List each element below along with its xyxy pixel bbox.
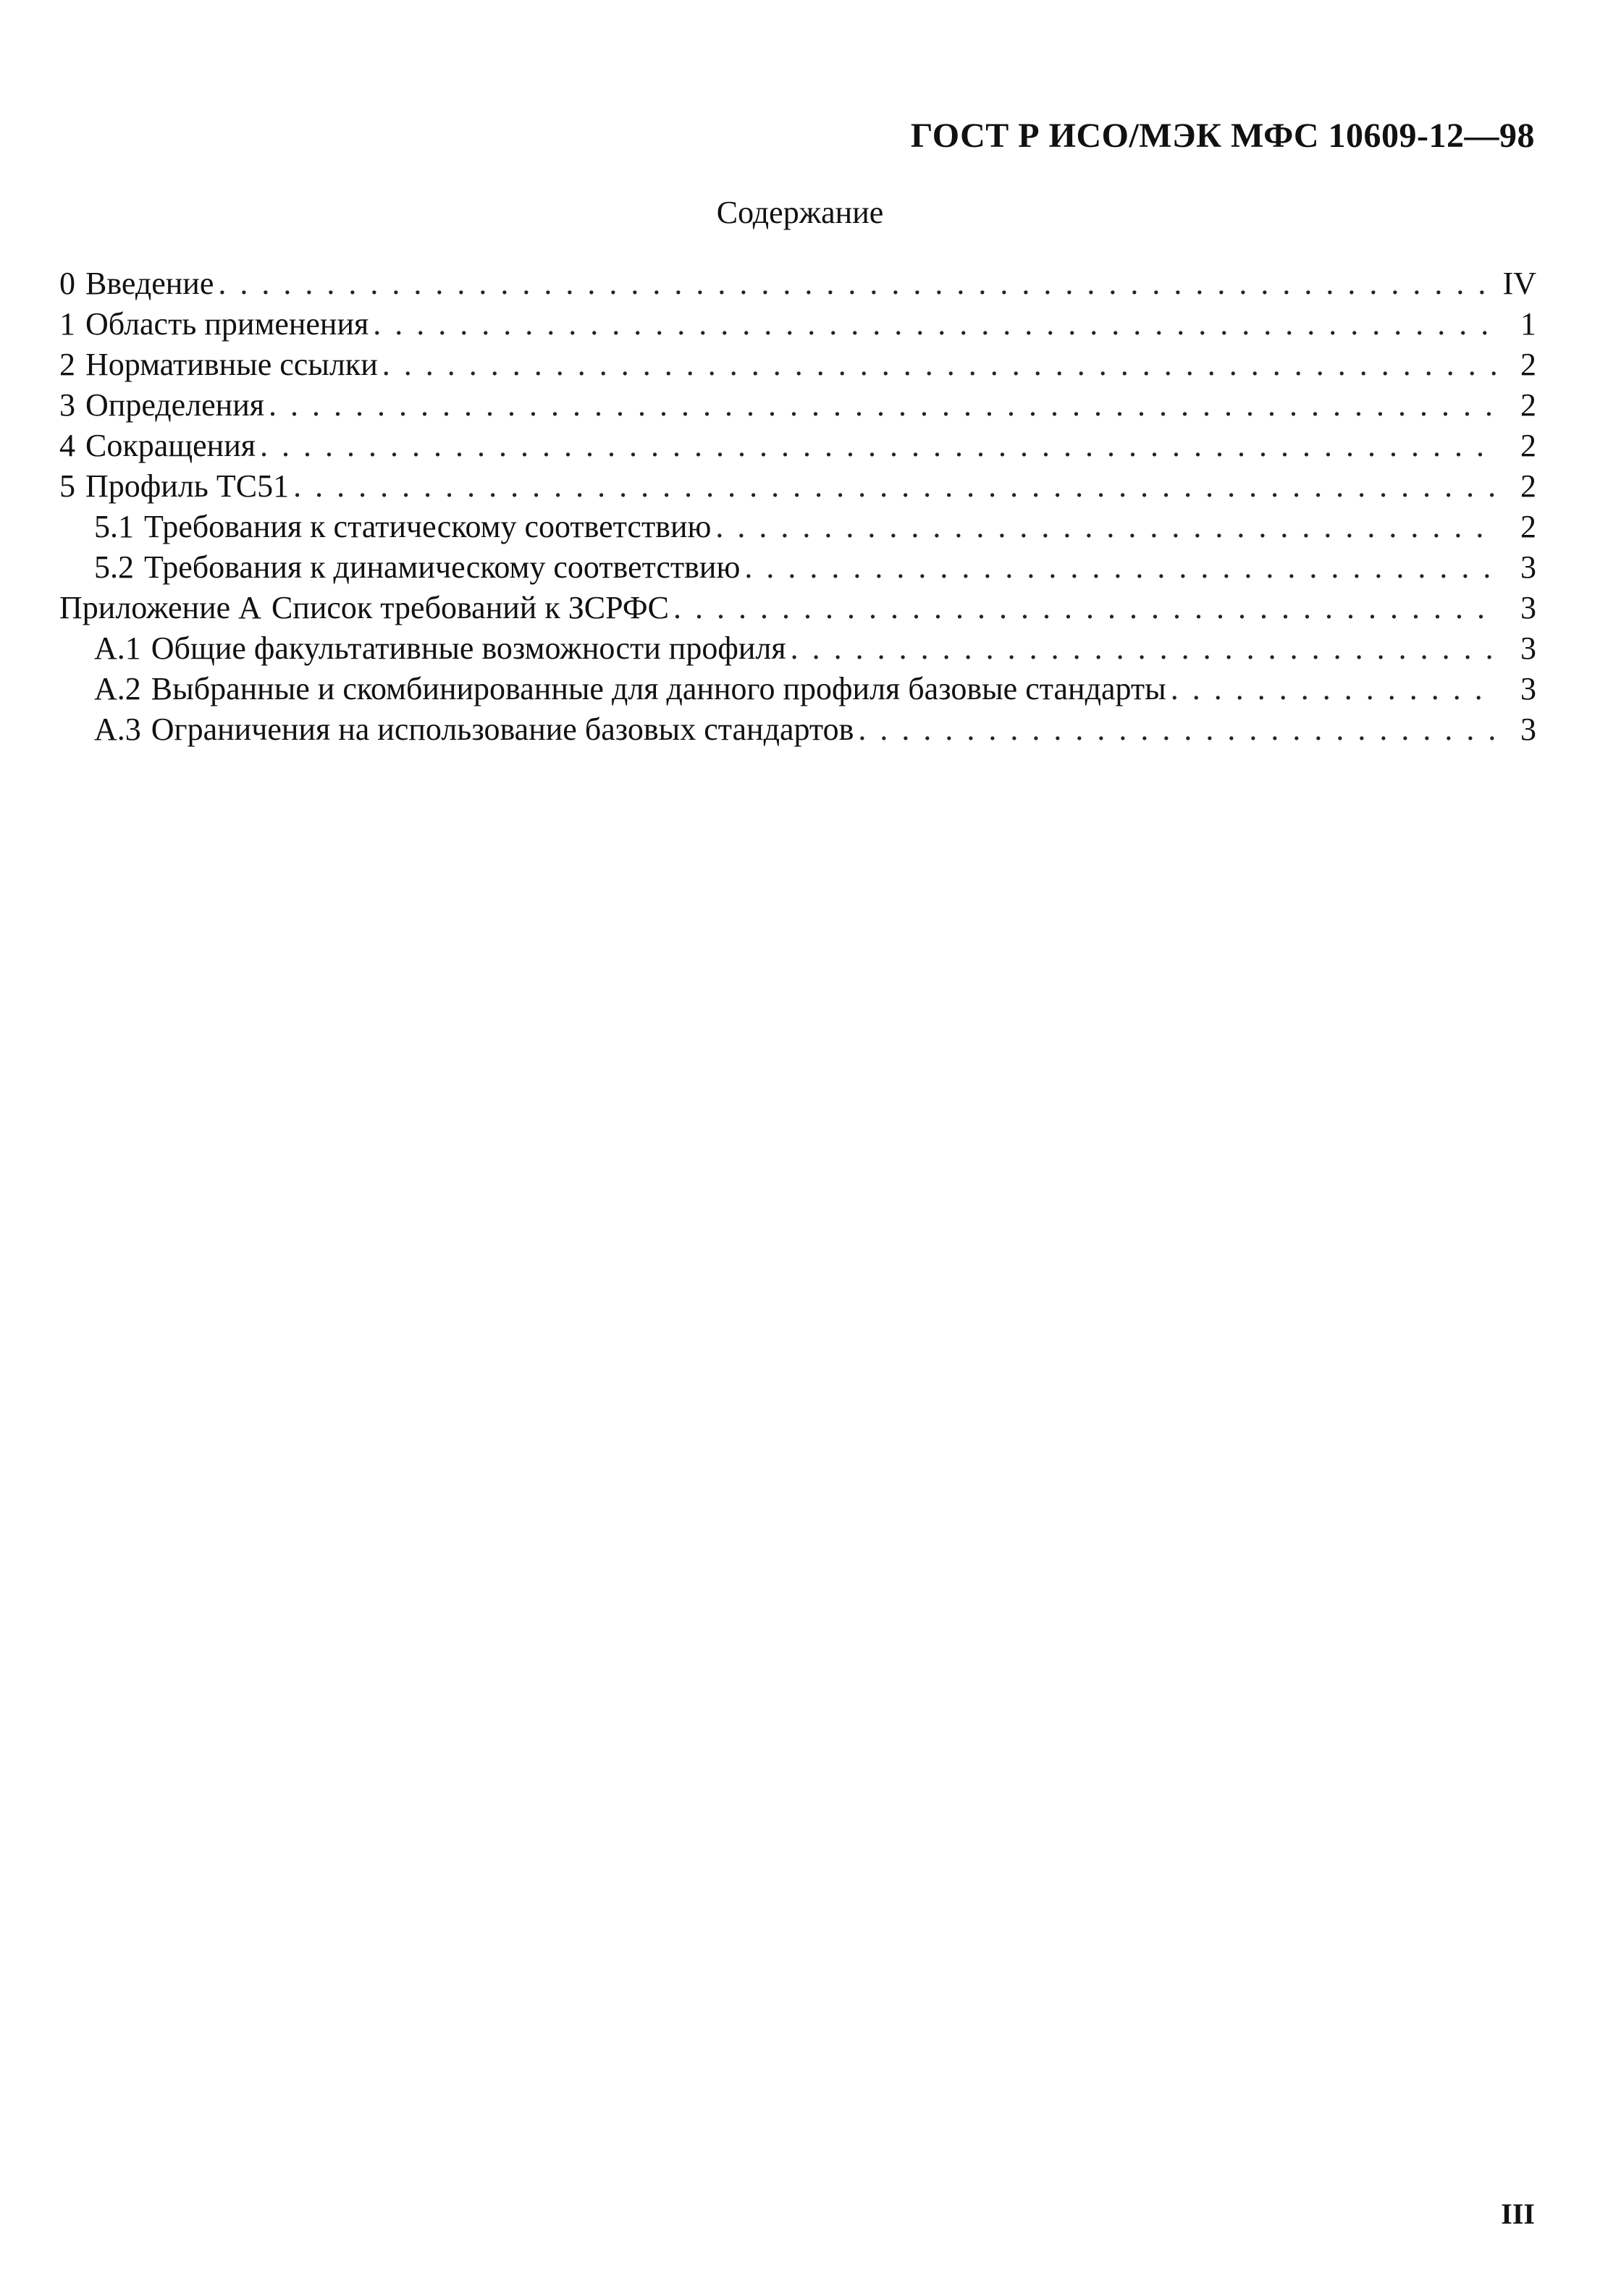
- toc-entry[interactable]: [59, 345, 1536, 385]
- toc-entry[interactable]: [59, 709, 1536, 750]
- toc-entry-label: Профиль ТС51: [85, 468, 290, 504]
- toc-entry[interactable]: [59, 628, 1536, 669]
- dot-leader: [791, 628, 1497, 669]
- toc-entry-page: 2: [1520, 428, 1536, 463]
- toc-entry-number: А.2: [94, 671, 141, 706]
- toc-entry-page: 2: [1520, 468, 1536, 504]
- toc-entry-number: Приложение А: [59, 590, 261, 625]
- toc-entry-page: 3: [1520, 630, 1536, 666]
- toc-entry[interactable]: [59, 507, 1536, 547]
- contents-title: Содержание: [716, 195, 884, 230]
- dot-leader: [744, 547, 1497, 588]
- toc-entry-number: 4: [59, 428, 75, 463]
- toc-entry-number: А.3: [94, 712, 141, 747]
- dot-leader: [1171, 669, 1497, 709]
- dot-leader: [382, 345, 1497, 385]
- dot-leader: [260, 426, 1497, 466]
- toc-entry[interactable]: [59, 547, 1536, 588]
- toc-entry-label: Сокращения: [85, 428, 256, 463]
- table-of-contents: [59, 263, 1536, 750]
- toc-entry-label: Требования к статическому соответствию: [144, 509, 712, 544]
- toc-entry-page: 2: [1520, 347, 1536, 382]
- toc-entry-label: Общие факультативные возможности профиля: [151, 630, 786, 666]
- toc-entry-page: 2: [1520, 387, 1536, 423]
- toc-entry-page: 1: [1520, 306, 1536, 342]
- toc-entry[interactable]: [59, 466, 1536, 507]
- toc-entry-number: 1: [59, 306, 75, 342]
- dot-leader: [269, 385, 1497, 426]
- toc-entry-number: 0: [59, 266, 75, 301]
- dot-leader: [858, 709, 1497, 750]
- dot-leader: [293, 466, 1497, 507]
- toc-entry-number: 5.2: [94, 549, 134, 585]
- standard-code-header: ГОСТ Р ИСО/МЭК МФС 10609-12—98: [910, 117, 1535, 155]
- toc-entry-number: 5: [59, 468, 75, 504]
- toc-entry[interactable]: [59, 263, 1536, 304]
- dot-leader: [673, 588, 1497, 628]
- toc-entry-label: Ограничения на использование базовых стандартов: [151, 712, 854, 747]
- toc-entry[interactable]: [59, 669, 1536, 709]
- toc-entry-number: 5.1: [94, 509, 134, 544]
- toc-entry-label: Определения: [85, 387, 265, 423]
- toc-entry[interactable]: [59, 304, 1536, 345]
- toc-entry-label: Список требований к ЗСРФС: [271, 590, 669, 625]
- toc-entry-label: Требования к динамическому соответствию: [144, 549, 741, 585]
- dot-leader: [218, 263, 1495, 304]
- toc-entry-page: 3: [1520, 712, 1536, 747]
- toc-entry[interactable]: [59, 426, 1536, 466]
- toc-entry-page: 3: [1520, 549, 1536, 585]
- dot-leader: [373, 304, 1497, 345]
- toc-entry-number: 3: [59, 387, 75, 423]
- toc-entry-label: Нормативные ссылки: [85, 347, 378, 382]
- toc-entry-page: IV: [1502, 266, 1536, 301]
- toc-entry-label: Введение: [85, 266, 214, 301]
- toc-entry-page: 3: [1520, 590, 1536, 625]
- toc-entry-label: Область применения: [85, 306, 369, 342]
- dot-leader: [715, 507, 1497, 547]
- toc-entry-number: 2: [59, 347, 75, 382]
- toc-entry-page: 2: [1520, 509, 1536, 544]
- toc-entry[interactable]: [59, 588, 1536, 628]
- toc-entry-label: Выбранные и скомбинированные для данного профиля базовые стандарты: [151, 671, 1166, 706]
- toc-entry-number: А.1: [94, 630, 141, 666]
- page-number: III: [1501, 2198, 1535, 2230]
- toc-entry[interactable]: [59, 385, 1536, 426]
- toc-entry-page: 3: [1520, 671, 1536, 706]
